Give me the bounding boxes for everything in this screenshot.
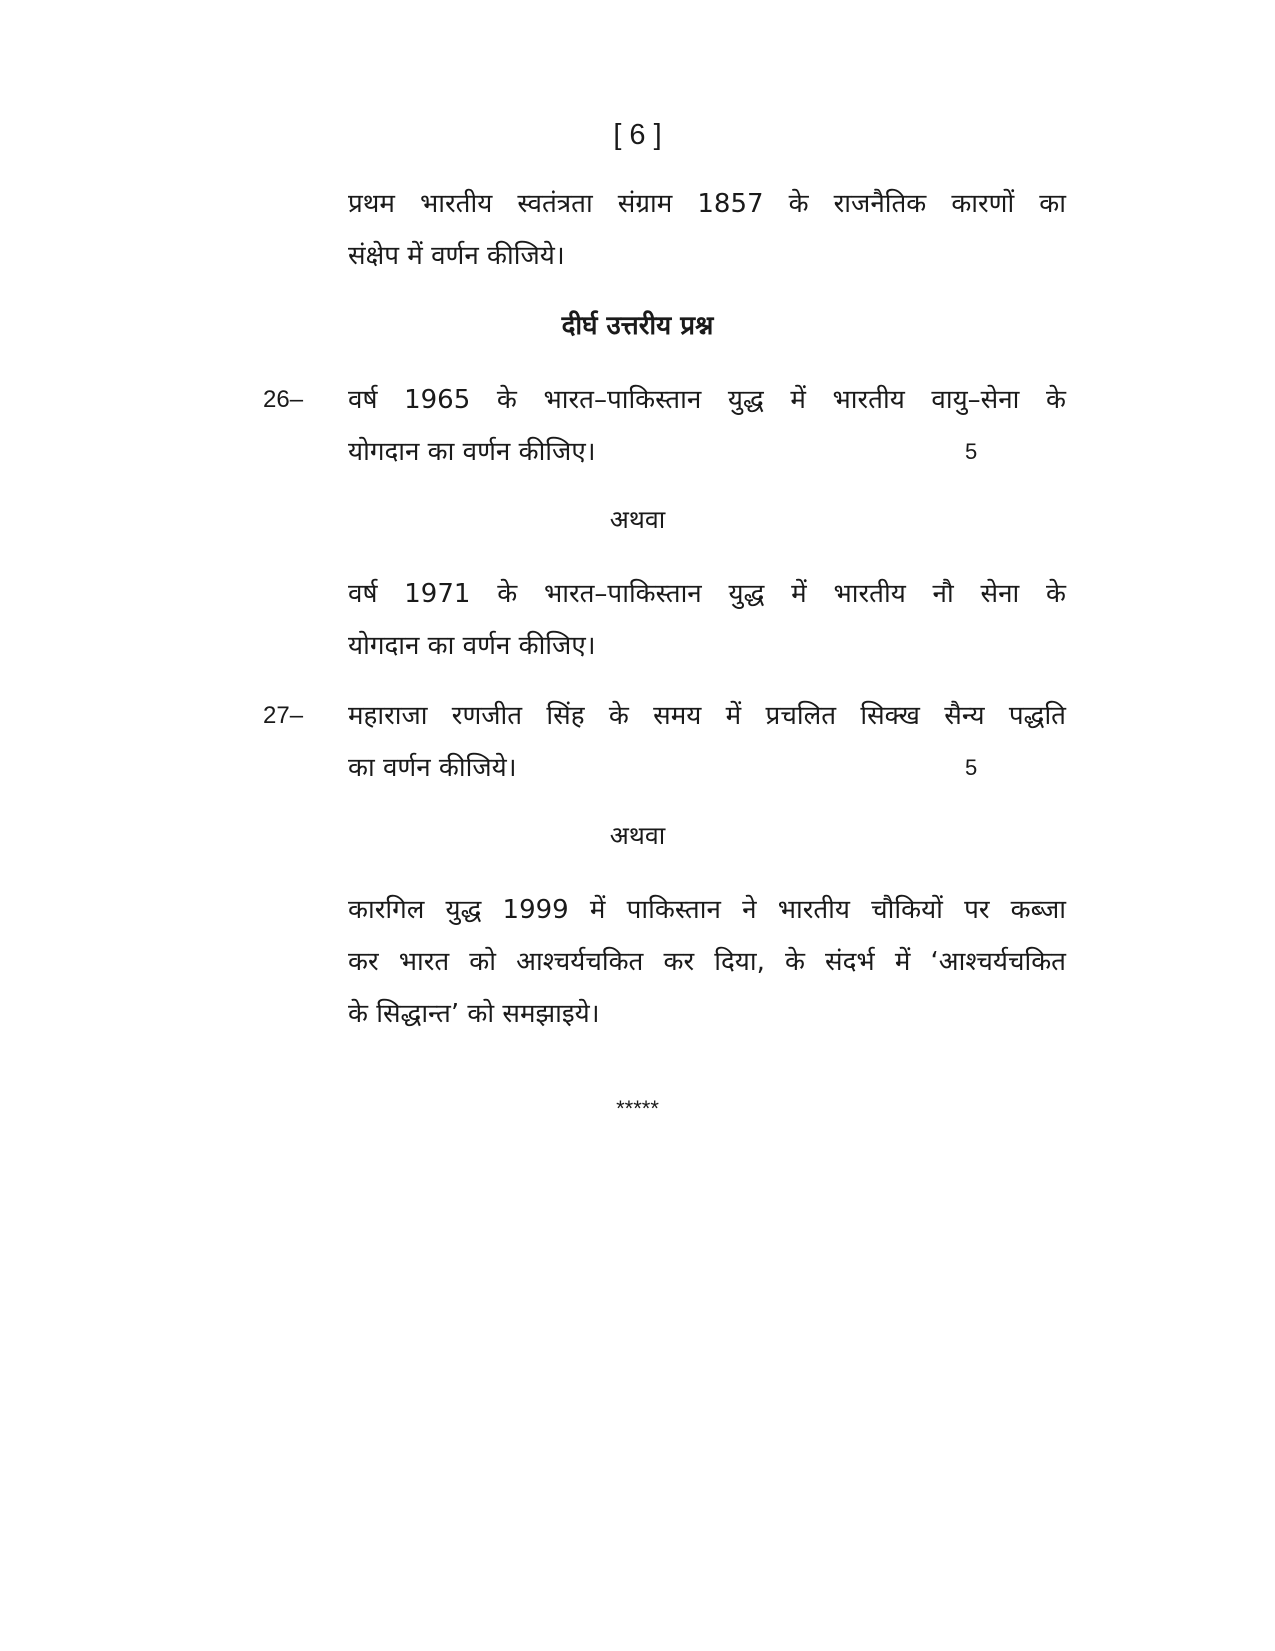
question-27-alt-line-1: कारगिल युद्ध 1999 में पाकिस्तान ने भारतीय चौकियों पर कब्जा	[348, 895, 1066, 925]
question-26-number: 26–	[263, 386, 304, 413]
question-27-alt-line-2: कर भारत को आश्चर्यचकित कर दिया, के संदर्भ में ‘आश्चर्यचकित	[348, 947, 1066, 977]
question-26-alt-line-1: वर्ष 1971 के भारत–पाकिस्तान युद्ध में भारतीय नौ सेना के	[348, 579, 1066, 609]
question-27-marks: 5	[965, 755, 978, 780]
question-26-line-2: योगदान का वर्णन कीजिए।	[348, 437, 596, 467]
question-26-text	[348, 374, 1066, 478]
question-27-text	[348, 690, 1066, 794]
intro-question-line-2: संक्षेप में वर्णन कीजिये।	[348, 241, 565, 271]
question-27-alternative	[348, 884, 1066, 1040]
page-number: [ 6 ]	[613, 119, 662, 151]
intro-question-line-1: प्रथम भारतीय स्वतंत्रता संग्राम 1857 के राजनैतिक कारणों का	[348, 189, 1066, 219]
question-26-alt-line-2: योगदान का वर्णन कीजिए।	[348, 631, 596, 661]
question-26-line-1: वर्ष 1965 के भारत–पाकिस्तान युद्ध में भारतीय वायु–सेना के	[348, 385, 1066, 415]
question-26-marks: 5	[965, 439, 978, 464]
question-27-or-label: अथवा	[609, 821, 666, 850]
question-26-or-label: अथवा	[609, 505, 666, 534]
question-27-number: 27–	[263, 702, 304, 729]
question-27-line-1: महाराजा रणजीत सिंह के समय में प्रचलित सिक्ख सैन्य पद्धति	[348, 701, 1066, 731]
intro-question	[348, 178, 1066, 282]
question-26-alternative	[348, 568, 1066, 672]
question-27-alt-line-3: के सिद्धान्त’ को समझाइये।	[348, 999, 600, 1029]
question-27-line-2: का वर्णन कीजिये।	[348, 753, 517, 783]
end-marker: *****	[616, 1096, 659, 1121]
section-heading: दीर्घ उत्तरीय प्रश्न	[561, 311, 714, 341]
